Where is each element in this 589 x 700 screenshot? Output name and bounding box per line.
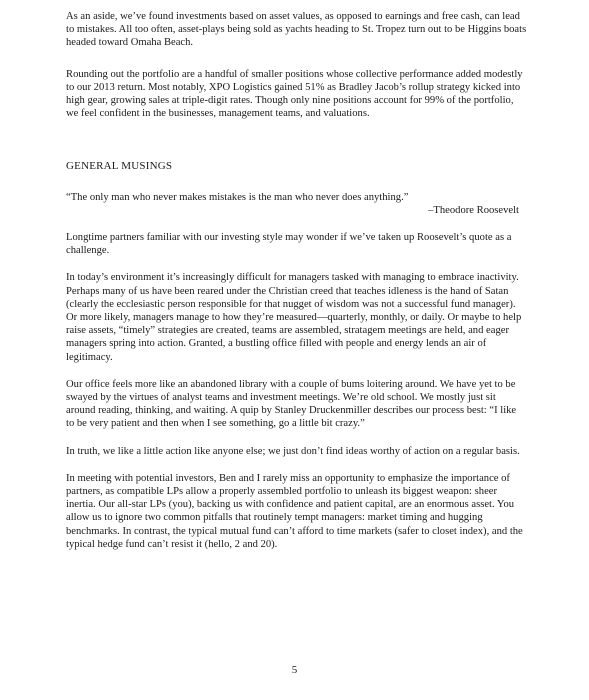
page-number: 5 [291, 664, 298, 676]
paragraph-asset-values: As an aside, we’ve found investments based on asset values, as opposed to earnings and free cash, can lead to mistakes. All too often, asset-plays being sold as yachts heading to St. Tropez turn out to be Higgins boats headed toward Omaha Beach. [66, 11, 527, 49]
quote-attribution: –Theodore Roosevelt [428, 204, 519, 216]
paragraph-in-truth: In truth, we like a little action like anyone else; we just don’t find ideas worthy of action on a regular basis. [66, 445, 520, 457]
paragraph-potential-investors: In meeting with potential investors, Ben and I rarely miss an opportunity to emphasize the importance of partners, as compatible LPs allow a properly assembled portfolio to unleash its biggest weapon: sheer inertia. Our all-star LPs (you), backing us with confidence and patient capital, are an enormous asset. You allow us to ignore two common pitfalls that routinely tempt managers: market timing and hugging benchmarks. In contrast, the typical mutual fund can’t afford to time markets (safer to closet index), and the typical hedge fund can’t resist it (hello, 2 and 20). [66, 472, 523, 550]
paragraph-roosevelt-challenge: Longtime partners familiar with our investing style may wonder if we’ve taken up Roosevelt’s quote as a challenge. [66, 232, 512, 257]
paragraph-our-office: Our office feels more like an abandoned library with a couple of bums loitering around. We have yet to be swayed by the virtues of analyst teams and investment meetings. We’re old school. We mostly just sit around reading, thinking, and waiting. A quip by Stanley Druckenmiller describes our process best: “I like to be very patient and then when I see something, go a little bit crazy.” [66, 378, 517, 430]
paragraph-portfolio-roundup: Rounding out the portfolio are a handful of smaller positions whose collective performance added modestly to our 2013 return. Most notably, XPO Logistics gained 51% as Bradley Jacob’s rollup strategy kicked into high gear, growing sales at triple-digit rates. Though only nine positions account for 99% of the portfolio, we feel confident in the businesses, management teams, and valuations. [66, 68, 523, 120]
quote-text: “The only man who never makes mistakes is the man who never does anything.” [66, 191, 409, 203]
paragraph-todays-environment: In today’s environment it’s increasingly difficult for managers tasked with managing to embrace inactivity. Perhaps many of us have been reared under the Christian creed that teaches idleness is the hand of Satan (clearly the ecclesiastic person responsible for that nugget of wisdom was not a successful fund manager). Or more likely, managers manage to how they’re measured—quarterly, monthly, or daily. Or maybe to help raise assets, “timely” strategies are created, teams are assembled, stratagem meetings are held, and eager managers spring into action. Granted, a bustling office filled with people and energy lends an air of legitimacy. [66, 272, 522, 363]
section-heading: GENERAL MUSINGS [66, 160, 173, 173]
